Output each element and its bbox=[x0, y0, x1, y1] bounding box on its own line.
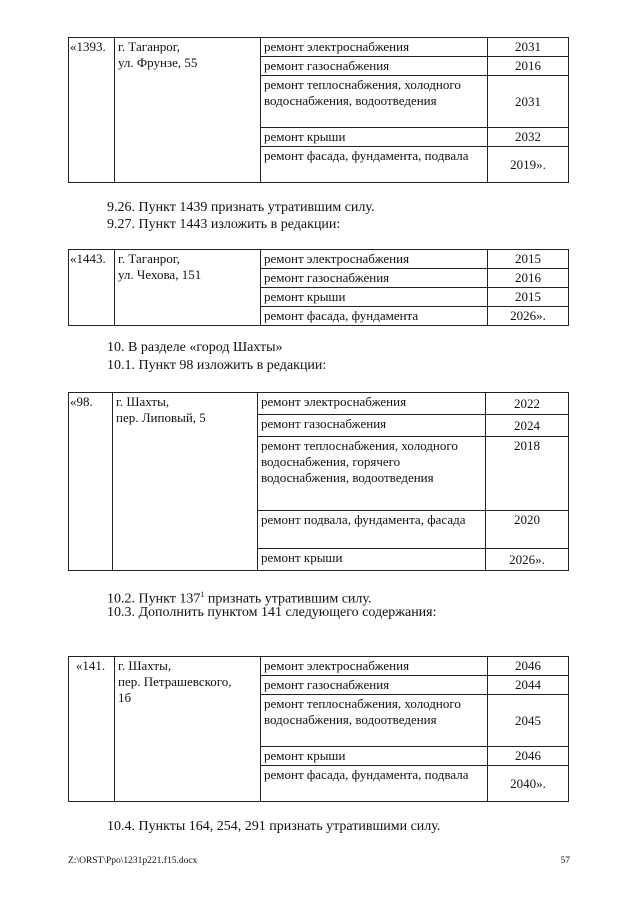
year-cell: 2019». bbox=[488, 147, 569, 183]
address-line: 1б bbox=[118, 690, 132, 705]
work-cell: ремонт подвала, фундамента, фасада bbox=[258, 511, 486, 549]
year-cell: 2022 bbox=[486, 393, 569, 415]
work-cell: ремонт газоснабжения bbox=[261, 269, 488, 288]
work-cell: ремонт крыши bbox=[261, 747, 488, 766]
year-cell: 2046 bbox=[488, 747, 569, 766]
address-line: г. Шахты, bbox=[116, 394, 170, 409]
paragraph-10-2-main: 10.2. Пункт 137 bbox=[107, 591, 201, 607]
address-cell bbox=[115, 250, 261, 326]
item-number: «1393. bbox=[69, 38, 115, 183]
address-line: ул. Чехова, 151 bbox=[118, 267, 202, 282]
year-cell: 2045 bbox=[488, 695, 569, 747]
work-cell: ремонт теплоснабжения, холодного водоснабжения, водоотведения bbox=[261, 695, 488, 747]
superscript: 1 bbox=[200, 590, 205, 599]
paragraph-10: 10. В разделе «город Шахты» bbox=[107, 340, 283, 355]
item-number: «98. bbox=[69, 393, 113, 571]
year-cell: 2046 bbox=[488, 657, 569, 676]
table-item-1393 bbox=[68, 37, 569, 183]
paragraph-10-4: 10.4. Пункты 164, 254, 291 признать утратившими силу. bbox=[107, 819, 441, 834]
work-cell: ремонт газоснабжения bbox=[258, 415, 486, 437]
work-cell: ремонт крыши bbox=[261, 288, 488, 307]
year-cell: 2015 bbox=[488, 288, 569, 307]
work-cell: ремонт электроснабжения bbox=[261, 657, 488, 676]
work-cell: ремонт теплоснабжения, холодного водоснабжения, водоотведения bbox=[261, 76, 488, 128]
year-cell: 2026». bbox=[486, 549, 569, 571]
address-line: пер. Петрашевского, bbox=[118, 674, 232, 689]
work-cell: ремонт фасада, фундамента, подвала bbox=[261, 147, 488, 183]
year-cell: 2044 bbox=[488, 676, 569, 695]
address-cell bbox=[115, 38, 261, 183]
year-cell: 2032 bbox=[488, 128, 569, 147]
work-cell: ремонт фасада, фундамента, подвала bbox=[261, 766, 488, 802]
paragraph-10-3: 10.3. Дополнить пунктом 141 следующего содержания: bbox=[107, 605, 437, 620]
footer-file-path: Z:\ORST\Ppo\1231p221.f15.docx bbox=[68, 856, 198, 866]
paragraph-10-2-rest: признать утратившим силу. bbox=[204, 591, 372, 607]
item-number: «1443. bbox=[69, 250, 115, 326]
work-cell: ремонт крыши bbox=[261, 128, 488, 147]
work-cell: ремонт электроснабжения bbox=[258, 393, 486, 415]
year-cell: 2015 bbox=[488, 250, 569, 269]
address-line: г. Таганрог, bbox=[118, 39, 180, 54]
year-cell: 2026». bbox=[488, 307, 569, 326]
address-line: г. Таганрог, bbox=[118, 251, 180, 266]
paragraph-9-26: 9.26. Пункт 1439 признать утратившим силу. bbox=[107, 200, 375, 215]
work-cell: ремонт крыши bbox=[258, 549, 486, 571]
address-line: пер. Липовый, 5 bbox=[116, 410, 206, 425]
work-cell: ремонт электроснабжения bbox=[261, 250, 488, 269]
year-cell: 2024 bbox=[486, 415, 569, 437]
work-cell: ремонт газоснабжения bbox=[261, 57, 488, 76]
table-item-1443 bbox=[68, 249, 569, 326]
paragraph-10-1: 10.1. Пункт 98 изложить в редакции: bbox=[107, 358, 327, 373]
work-cell: ремонт фасада, фундамента bbox=[261, 307, 488, 326]
year-cell: 2031 bbox=[488, 38, 569, 57]
year-cell: 2016 bbox=[488, 269, 569, 288]
paragraph-9-27: 9.27. Пункт 1443 изложить в редакции: bbox=[107, 217, 341, 232]
work-cell: ремонт теплоснабжения, холодного водоснабжения, горячего водоснабжения, водоотведения bbox=[258, 437, 486, 511]
address-cell bbox=[113, 393, 258, 571]
year-cell: 2020 bbox=[486, 511, 569, 549]
work-cell: ремонт газоснабжения bbox=[261, 676, 488, 695]
page-number: 57 bbox=[560, 856, 570, 866]
address-line: г. Шахты, bbox=[118, 658, 172, 673]
address-cell bbox=[115, 657, 261, 802]
work-cell: ремонт электроснабжения bbox=[261, 38, 488, 57]
year-cell: 2040». bbox=[488, 766, 569, 802]
item-number: «141. bbox=[69, 657, 115, 802]
year-cell: 2031 bbox=[488, 76, 569, 128]
year-cell: 2016 bbox=[488, 57, 569, 76]
year-cell: 2018 bbox=[486, 437, 569, 511]
table-item-98 bbox=[68, 392, 569, 571]
address-line: ул. Фрунзе, 55 bbox=[118, 55, 198, 70]
table-item-141 bbox=[68, 656, 569, 802]
